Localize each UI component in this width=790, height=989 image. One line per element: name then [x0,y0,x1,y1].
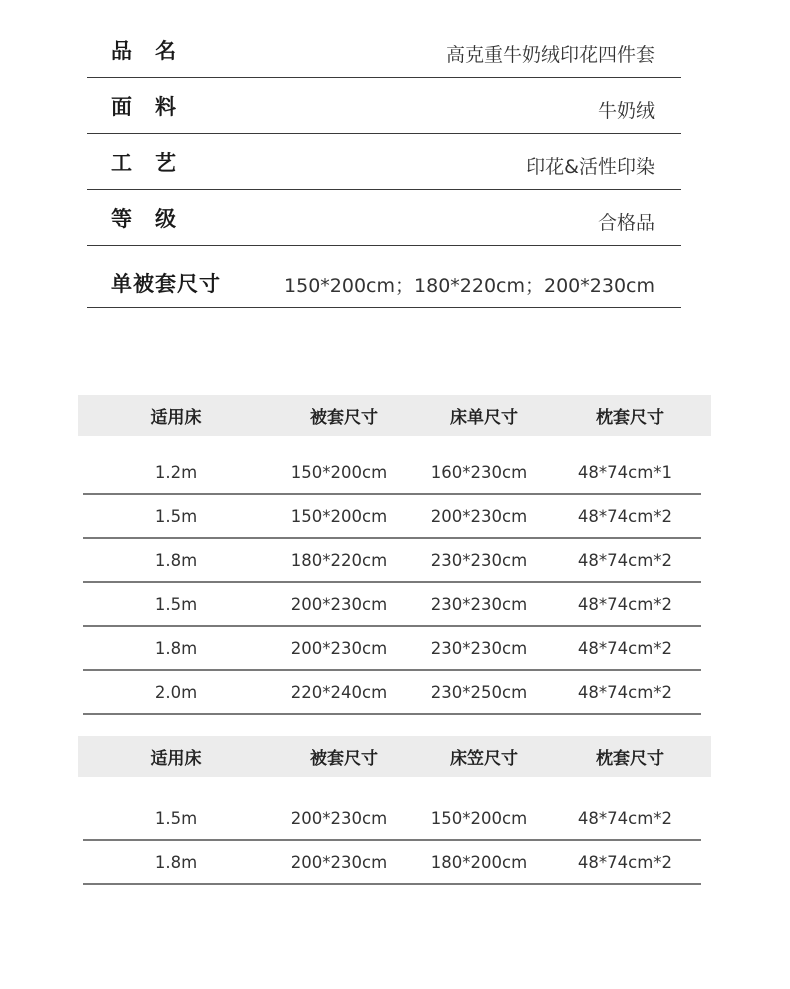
cell-bed-size: 1.5m [154,594,198,614]
table-row [83,797,701,841]
table-header [78,736,711,777]
spec-row-fabric [87,78,681,134]
header-bed-size: 适用床 [150,408,202,428]
cell-pillowcase-size: 48*74cm*2 [577,550,673,570]
header-pillowcase-size: 枕套尺寸 [596,408,664,428]
cell-duvet-size: 200*230cm [290,852,388,872]
table-row [83,451,701,495]
spec-value: 150*200cm；180*220cm；200*230cm [284,275,655,297]
table-row [83,495,701,539]
cell-bed-size: 1.5m [154,506,198,526]
cell-bed-size: 1.8m [154,550,198,570]
cell-pillowcase-size: 48*74cm*2 [577,808,673,828]
cell-bed-size: 1.5m [154,808,198,828]
cell-fitted-sheet-size: 180*200cm [430,852,528,872]
cell-pillowcase-size: 48*74cm*2 [577,594,673,614]
cell-pillowcase-size: 48*74cm*1 [577,462,673,482]
cell-sheet-size: 230*230cm [430,594,528,614]
cell-duvet-size: 150*200cm [290,462,388,482]
spec-row-duvet-size [87,246,681,308]
cell-pillowcase-size: 48*74cm*2 [577,682,673,702]
spec-label: 工 艺 [111,150,177,175]
spec-label: 品 名 [111,38,177,63]
size-table-flat-sheet [78,395,711,715]
spec-value: 高克重牛奶绒印花四件套 [445,44,655,66]
cell-sheet-size: 160*230cm [430,462,528,482]
spec-row-craft [87,134,681,190]
table-row [83,583,701,627]
spec-value: 合格品 [597,212,655,234]
spec-label: 面 料 [111,94,177,119]
cell-duvet-size: 150*200cm [290,506,388,526]
spec-row-grade [87,190,681,246]
table-row [83,671,701,715]
cell-sheet-size: 230*230cm [430,550,528,570]
cell-duvet-size: 200*230cm [290,638,388,658]
cell-duvet-size: 180*220cm [290,550,388,570]
cell-duvet-size: 200*230cm [290,594,388,614]
spec-value: 牛奶绒 [597,100,655,122]
cell-bed-size: 1.8m [154,638,198,658]
header-duvet-size: 被套尺寸 [310,749,378,769]
cell-fitted-sheet-size: 150*200cm [430,808,528,828]
table-row [83,539,701,583]
cell-bed-size: 1.8m [154,852,198,872]
header-bed-size: 适用床 [150,749,202,769]
cell-pillowcase-size: 48*74cm*2 [577,852,673,872]
cell-bed-size: 2.0m [154,682,198,702]
cell-bed-size: 1.2m [154,462,198,482]
cell-duvet-size: 200*230cm [290,808,388,828]
header-pillowcase-size: 枕套尺寸 [596,749,664,769]
table-header [78,395,711,436]
cell-sheet-size: 230*250cm [430,682,528,702]
header-fitted-sheet-size: 床笠尺寸 [450,749,518,769]
product-spec-list [87,22,681,308]
cell-sheet-size: 230*230cm [430,638,528,658]
cell-sheet-size: 200*230cm [430,506,528,526]
header-sheet-size: 床单尺寸 [450,408,518,428]
table-row [83,627,701,671]
cell-pillowcase-size: 48*74cm*2 [577,638,673,658]
spec-label: 等 级 [111,206,177,231]
table-row [83,841,701,885]
cell-duvet-size: 220*240cm [290,682,388,702]
cell-pillowcase-size: 48*74cm*2 [577,506,673,526]
header-duvet-size: 被套尺寸 [310,408,378,428]
spec-label: 单被套尺寸 [111,271,221,296]
spec-value: 印花&活性印染 [526,156,655,178]
size-table-fitted-sheet [78,736,711,885]
spec-row-product-name [87,22,681,78]
